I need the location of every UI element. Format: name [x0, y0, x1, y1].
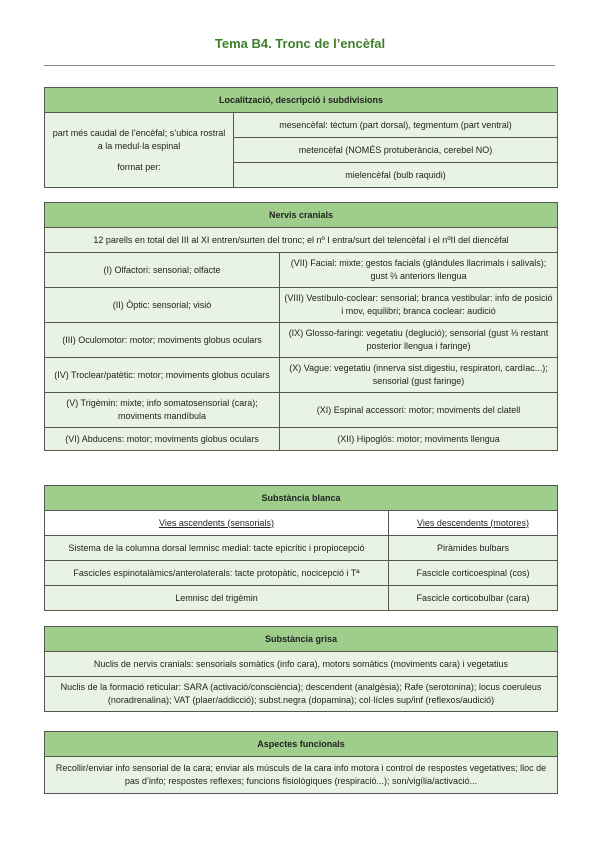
grisa-cell: Nuclis de nervis cranials: sensorials somàtics (info cara), motors somàtics (moviments cara) i vegetatius	[45, 652, 558, 677]
funcionals-table	[44, 731, 558, 794]
grisa-table	[44, 626, 558, 712]
nerve-cell: (XI) Espinal accessori: motor; moviments del clatell	[280, 393, 558, 428]
nerve-cell: (VI) Abducens: motor; moviments globus oculars	[45, 428, 280, 451]
localitzacio-desc-line1: part més caudal de l’encèfal; s’ubica rostral a la medul·la espinal	[52, 127, 226, 151]
blanca-table	[44, 485, 558, 611]
localitzacio-header: Localització, descripció i subdivisions	[45, 88, 558, 113]
blanca-header: Substància blanca	[45, 486, 558, 511]
nerve-cell: (III) Oculomotor: motor; moviments globus oculars	[45, 323, 280, 358]
blanca-cell: Fascicle corticoespinal (cos)	[389, 561, 558, 586]
nerve-cell: (IX) Glosso-faringi: vegetatiu (deglució); sensorial (gust ⅓ restant posterior llengua i faringe)	[280, 323, 558, 358]
nerve-cell: (XII) Hipoglós: motor; moviments llengua	[280, 428, 558, 451]
localitzacio-description	[45, 113, 234, 188]
localitzacio-table	[44, 87, 558, 188]
funcionals-text: Recollir/enviar info sensorial de la cara; enviar als músculs de la cara info motora i control de respostes vegetatives; lloc de pas d’info; respostes reflexes; funcions fisiològiques (respiració...); son/vigília/activació...	[45, 757, 558, 794]
nerve-cell: (X) Vague: vegetatiu (innerva sist.digestiu, respiratori, cardíac...); sensorial (gust faringe)	[280, 358, 558, 393]
localitzacio-desc-line2: format per:	[117, 161, 161, 172]
blanca-col-descendents	[389, 511, 558, 536]
nerve-cell: (VIII) Vestíbulo-coclear: sensorial; branca vestibular: info de posició i mov, equilibri; branca coclear: audició	[280, 288, 558, 323]
nerve-cell: (II) Òptic: sensorial; visió	[45, 288, 280, 323]
grisa-cell: Nuclis de la formació reticular: SARA (activació/consciència); descendent (analgèsia); Rafe (serotonina); locus coeruleus (noradrenalina); VAT (plaer/addicció); subst.negra (dopamina); col·lícles sup/inf (reflexos/audició)	[45, 677, 558, 712]
nerve-cell: (IV) Troclear/patètic: motor; moviments globus oculars	[45, 358, 280, 393]
subdivision-mielencefal: mielencèfal (bulb raquidi)	[234, 163, 558, 188]
blanca-col-ascendents	[45, 511, 389, 536]
grisa-header: Substància grisa	[45, 627, 558, 652]
title-divider	[44, 65, 555, 66]
nerve-cell: (I) Olfactori: sensorial; olfacte	[45, 253, 280, 288]
blanca-cell: Piràmides bulbars	[389, 536, 558, 561]
nerve-cell: (VII) Facial: mixte; gestos facials (glàndules llacrimals i salivals); gust ⅔ anteriors llengua	[280, 253, 558, 288]
subdivision-metencefal: metencèfal (NOMÉS protuberància, cerebel NO)	[234, 138, 558, 163]
subdivision-mesencefal: mesencèfal: tèctum (part dorsal), tegmentum (part ventral)	[234, 113, 558, 138]
blanca-cell: Fascicle corticobulbar (cara)	[389, 586, 558, 611]
nerve-cell: (V) Trigèmin: mixte; info somatosensorial (cara); moviments mandíbula	[45, 393, 280, 428]
nervis-header: Nervis cranials	[45, 203, 558, 228]
page-title: Tema B4. Tronc de l’encèfal	[214, 36, 386, 51]
blanca-col-descendents-label: Vies descendents (motores)	[417, 517, 529, 528]
blanca-cell: Fascicles espinotalàmics/anterolaterals: tacte protopàtic, nocicepció i Tª	[45, 561, 389, 586]
blanca-cell: Lemnisc del trigèmin	[45, 586, 389, 611]
blanca-cell: Sistema de la columna dorsal lemnisc medial: tacte epicrític i propiocepció	[45, 536, 389, 561]
funcionals-header: Aspectes funcionals	[45, 732, 558, 757]
nervis-intro: 12 parells en total del III al XI entren/surten del tronc; el nº I entra/surt del telencèfal i el nºII del diencèfal	[45, 228, 558, 253]
blanca-col-ascendents-label: Vies ascendents (sensorials)	[159, 517, 274, 528]
nervis-table	[44, 202, 558, 451]
